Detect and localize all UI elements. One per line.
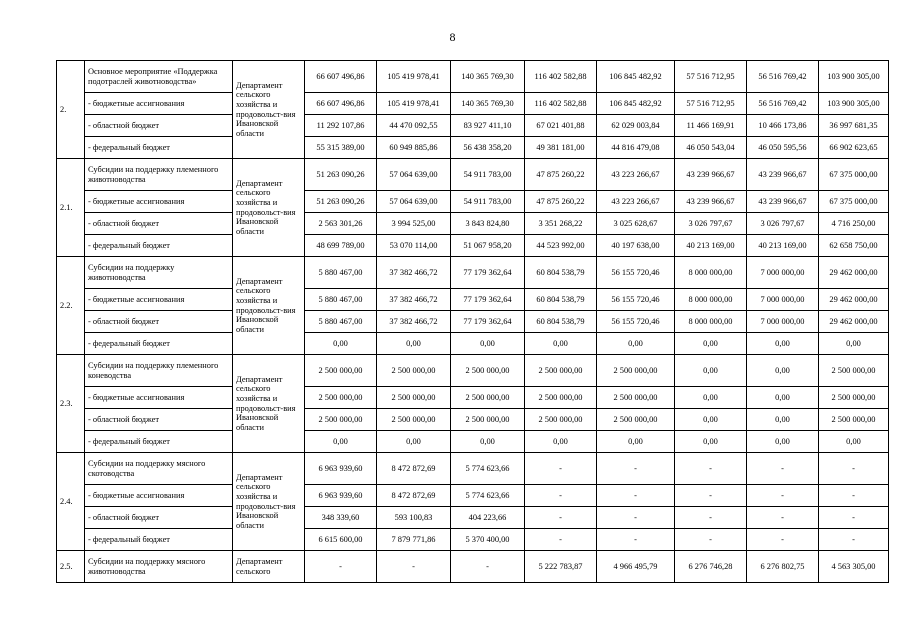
amount-cell: 8 000 000,00 (675, 311, 747, 333)
table-row-group-header (57, 257, 889, 289)
table-row (57, 191, 889, 213)
funding-source-label: - федеральный бюджет (85, 333, 233, 355)
amount-cell: - (305, 551, 377, 583)
amount-cell: 29 462 000,00 (819, 257, 889, 289)
amount-cell: 10 466 173,86 (747, 115, 819, 137)
amount-cell: 37 382 466,72 (377, 257, 451, 289)
item-title: Субсидии на поддержку мясного животноводства (85, 551, 233, 583)
responsible-department: Департамент сельского хозяйства и продовольст-вия Ивановской области (233, 61, 305, 159)
responsible-department: Департамент сельского хозяйства и продовольст-вия Ивановской области (233, 355, 305, 453)
amount-cell: 0,00 (451, 333, 525, 355)
amount-cell: 5 880 467,00 (305, 311, 377, 333)
item-number: 2.5. (57, 551, 85, 583)
funding-source-label: - бюджетные ассигнования (85, 191, 233, 213)
table-row-group-header (57, 61, 889, 93)
amount-cell: 5 880 467,00 (305, 257, 377, 289)
item-number: 2.2. (57, 257, 85, 355)
item-number: 2. (57, 61, 85, 159)
amount-cell: 44 523 992,00 (525, 235, 597, 257)
amount-cell: 0,00 (377, 431, 451, 453)
amount-cell: 37 382 466,72 (377, 289, 451, 311)
amount-cell: 60 804 538,79 (525, 257, 597, 289)
amount-cell: 103 900 305,00 (819, 61, 889, 93)
responsible-department: Департамент сельского (233, 551, 305, 583)
funding-source-label: - областной бюджет (85, 213, 233, 235)
amount-cell: 56 516 769,42 (747, 61, 819, 93)
table-row (57, 387, 889, 409)
amount-cell: 56 438 358,20 (451, 137, 525, 159)
amount-cell: - (525, 529, 597, 551)
amount-cell: 48 699 789,00 (305, 235, 377, 257)
table-row (57, 235, 889, 257)
funding-source-label: - областной бюджет (85, 311, 233, 333)
amount-cell: 6 276 746,28 (675, 551, 747, 583)
amount-cell: 46 050 543,04 (675, 137, 747, 159)
amount-cell: 2 500 000,00 (819, 355, 889, 387)
amount-cell: - (747, 529, 819, 551)
amount-cell: - (747, 485, 819, 507)
funding-source-label: - бюджетные ассигнования (85, 387, 233, 409)
amount-cell: 60 804 538,79 (525, 289, 597, 311)
amount-cell: 46 050 595,56 (747, 137, 819, 159)
amount-cell: 51 263 090,26 (305, 159, 377, 191)
amount-cell: 47 875 260,22 (525, 159, 597, 191)
amount-cell: 66 607 496,86 (305, 61, 377, 93)
amount-cell: 2 500 000,00 (597, 387, 675, 409)
amount-cell: 11 292 107,86 (305, 115, 377, 137)
amount-cell: 3 026 797,67 (747, 213, 819, 235)
amount-cell: 0,00 (747, 431, 819, 453)
table-row-group-header (57, 551, 889, 583)
responsible-department: Департамент сельского хозяйства и продовольст-вия Ивановской области (233, 453, 305, 551)
amount-cell: 43 239 966,67 (675, 159, 747, 191)
amount-cell: 105 419 978,41 (377, 93, 451, 115)
amount-cell: 2 500 000,00 (525, 355, 597, 387)
amount-cell: 57 516 712,95 (675, 93, 747, 115)
amount-cell: 140 365 769,30 (451, 93, 525, 115)
amount-cell: 54 911 783,00 (451, 159, 525, 191)
amount-cell: 40 213 169,00 (675, 235, 747, 257)
table-row (57, 213, 889, 235)
table-row (57, 311, 889, 333)
item-number: 2.3. (57, 355, 85, 453)
funding-source-label: - федеральный бюджет (85, 431, 233, 453)
amount-cell: 44 470 092,55 (377, 115, 451, 137)
amount-cell: 77 179 362,64 (451, 257, 525, 289)
amount-cell: 67 021 401,88 (525, 115, 597, 137)
amount-cell: 0,00 (525, 431, 597, 453)
amount-cell: 0,00 (525, 333, 597, 355)
amount-cell: - (597, 453, 675, 485)
amount-cell: 51 067 958,20 (451, 235, 525, 257)
amount-cell: 3 025 628,67 (597, 213, 675, 235)
amount-cell: 2 500 000,00 (451, 409, 525, 431)
amount-cell: 4 563 305,00 (819, 551, 889, 583)
amount-cell: 77 179 362,64 (451, 289, 525, 311)
amount-cell: - (747, 507, 819, 529)
funding-source-label: - федеральный бюджет (85, 137, 233, 159)
table-row (57, 529, 889, 551)
amount-cell: 6 276 802,75 (747, 551, 819, 583)
amount-cell: - (675, 507, 747, 529)
amount-cell: 56 155 720,46 (597, 311, 675, 333)
amount-cell: 6 963 939,60 (305, 453, 377, 485)
amount-cell: 0,00 (747, 333, 819, 355)
amount-cell: - (597, 485, 675, 507)
funding-source-label: - областной бюджет (85, 115, 233, 137)
amount-cell: 47 875 260,22 (525, 191, 597, 213)
amount-cell: 5 774 623,66 (451, 485, 525, 507)
amount-cell: 2 500 000,00 (451, 355, 525, 387)
amount-cell: 3 026 797,67 (675, 213, 747, 235)
table-row (57, 137, 889, 159)
amount-cell: 40 213 169,00 (747, 235, 819, 257)
amount-cell: 0,00 (675, 355, 747, 387)
amount-cell: 0,00 (675, 387, 747, 409)
budget-table (56, 60, 889, 583)
item-title: Субсидии на поддержку мясного скотоводства (85, 453, 233, 485)
item-number: 2.4. (57, 453, 85, 551)
table-row-group-header (57, 453, 889, 485)
amount-cell: 593 100,83 (377, 507, 451, 529)
funding-source-label: - областной бюджет (85, 409, 233, 431)
amount-cell: 5 222 783,87 (525, 551, 597, 583)
responsible-department: Департамент сельского хозяйства и продовольст-вия Ивановской области (233, 257, 305, 355)
amount-cell: 2 500 000,00 (525, 387, 597, 409)
amount-cell: 54 911 783,00 (451, 191, 525, 213)
amount-cell: 2 500 000,00 (819, 387, 889, 409)
table-row (57, 409, 889, 431)
amount-cell: 4 716 250,00 (819, 213, 889, 235)
amount-cell: 83 927 411,10 (451, 115, 525, 137)
amount-cell: 56 155 720,46 (597, 289, 675, 311)
funding-source-label: - федеральный бюджет (85, 529, 233, 551)
amount-cell: 7 000 000,00 (747, 311, 819, 333)
amount-cell: 0,00 (675, 333, 747, 355)
funding-source-label: - областной бюджет (85, 507, 233, 529)
amount-cell: 116 402 582,88 (525, 93, 597, 115)
amount-cell: 0,00 (819, 431, 889, 453)
amount-cell: 43 239 966,67 (747, 159, 819, 191)
table-row-group-header (57, 355, 889, 387)
amount-cell: 0,00 (819, 333, 889, 355)
amount-cell: 0,00 (747, 409, 819, 431)
amount-cell: 37 382 466,72 (377, 311, 451, 333)
amount-cell: 2 500 000,00 (597, 355, 675, 387)
amount-cell: 57 516 712,95 (675, 61, 747, 93)
table-row (57, 431, 889, 453)
item-title: Субсидии на поддержку племенного коневодства (85, 355, 233, 387)
amount-cell: 62 029 003,84 (597, 115, 675, 137)
amount-cell: - (819, 507, 889, 529)
amount-cell: 67 375 000,00 (819, 159, 889, 191)
amount-cell: 0,00 (305, 333, 377, 355)
amount-cell: 43 223 266,67 (597, 191, 675, 213)
amount-cell: 2 500 000,00 (377, 409, 451, 431)
amount-cell: 36 997 681,35 (819, 115, 889, 137)
amount-cell: 5 774 623,66 (451, 453, 525, 485)
amount-cell: 6 615 600,00 (305, 529, 377, 551)
amount-cell: 57 064 639,00 (377, 159, 451, 191)
amount-cell: 2 500 000,00 (305, 387, 377, 409)
funding-source-label: - бюджетные ассигнования (85, 485, 233, 507)
amount-cell: 44 816 479,08 (597, 137, 675, 159)
amount-cell: 105 419 978,41 (377, 61, 451, 93)
amount-cell: - (675, 529, 747, 551)
table-row-group-header (57, 159, 889, 191)
item-title: Основное мероприятие «Поддержка подотраслей животноводства» (85, 61, 233, 93)
amount-cell: 77 179 362,64 (451, 311, 525, 333)
table-row (57, 115, 889, 137)
amount-cell: 106 845 482,92 (597, 61, 675, 93)
amount-cell: 2 500 000,00 (305, 355, 377, 387)
page-number: 8 (449, 30, 456, 44)
amount-cell: 51 263 090,26 (305, 191, 377, 213)
amount-cell: 8 472 872,69 (377, 485, 451, 507)
amount-cell: 2 500 000,00 (597, 409, 675, 431)
amount-cell: - (747, 453, 819, 485)
amount-cell: 62 658 750,00 (819, 235, 889, 257)
amount-cell: 7 000 000,00 (747, 257, 819, 289)
item-title: Субсидии на поддержку племенного животноводства (85, 159, 233, 191)
amount-cell: - (819, 485, 889, 507)
amount-cell: 2 500 000,00 (819, 409, 889, 431)
amount-cell: 348 339,60 (305, 507, 377, 529)
amount-cell: - (819, 453, 889, 485)
amount-cell: 2 500 000,00 (305, 409, 377, 431)
amount-cell: 56 155 720,46 (597, 257, 675, 289)
amount-cell: - (525, 485, 597, 507)
amount-cell: 43 239 966,67 (675, 191, 747, 213)
amount-cell: 103 900 305,00 (819, 93, 889, 115)
amount-cell: 7 000 000,00 (747, 289, 819, 311)
amount-cell: 106 845 482,92 (597, 93, 675, 115)
amount-cell: 116 402 582,88 (525, 61, 597, 93)
amount-cell: 8 000 000,00 (675, 257, 747, 289)
amount-cell: 66 902 623,65 (819, 137, 889, 159)
amount-cell: 0,00 (747, 387, 819, 409)
amount-cell: 3 351 268,22 (525, 213, 597, 235)
amount-cell: 7 879 771,86 (377, 529, 451, 551)
amount-cell: 0,00 (747, 355, 819, 387)
amount-cell: 2 500 000,00 (377, 387, 451, 409)
item-title: Субсидии на поддержку животноводства (85, 257, 233, 289)
amount-cell: 11 466 169,91 (675, 115, 747, 137)
amount-cell: 67 375 000,00 (819, 191, 889, 213)
amount-cell: 55 315 389,00 (305, 137, 377, 159)
funding-source-label: - федеральный бюджет (85, 235, 233, 257)
amount-cell: 0,00 (305, 431, 377, 453)
amount-cell: 140 365 769,30 (451, 61, 525, 93)
amount-cell: 0,00 (377, 333, 451, 355)
amount-cell: 60 949 885,86 (377, 137, 451, 159)
amount-cell: - (819, 529, 889, 551)
funding-source-label: - бюджетные ассигнования (85, 93, 233, 115)
amount-cell: 0,00 (675, 431, 747, 453)
amount-cell: 66 607 496,86 (305, 93, 377, 115)
amount-cell: 4 966 495,79 (597, 551, 675, 583)
funding-source-label: - бюджетные ассигнования (85, 289, 233, 311)
amount-cell: 29 462 000,00 (819, 311, 889, 333)
amount-cell: 404 223,66 (451, 507, 525, 529)
amount-cell: 43 239 966,67 (747, 191, 819, 213)
amount-cell: - (377, 551, 451, 583)
amount-cell: 29 462 000,00 (819, 289, 889, 311)
amount-cell: - (675, 485, 747, 507)
amount-cell: 0,00 (597, 333, 675, 355)
amount-cell: 3 994 525,00 (377, 213, 451, 235)
amount-cell: 57 064 639,00 (377, 191, 451, 213)
amount-cell: 2 500 000,00 (451, 387, 525, 409)
amount-cell: 40 197 638,00 (597, 235, 675, 257)
amount-cell: 5 880 467,00 (305, 289, 377, 311)
amount-cell: 0,00 (597, 431, 675, 453)
amount-cell: 0,00 (675, 409, 747, 431)
amount-cell: 6 963 939,60 (305, 485, 377, 507)
amount-cell: 8 472 872,69 (377, 453, 451, 485)
amount-cell: 0,00 (451, 431, 525, 453)
amount-cell: - (525, 453, 597, 485)
amount-cell: - (675, 453, 747, 485)
amount-cell: 2 563 301,26 (305, 213, 377, 235)
amount-cell: 43 223 266,67 (597, 159, 675, 191)
amount-cell: 56 516 769,42 (747, 93, 819, 115)
amount-cell: 8 000 000,00 (675, 289, 747, 311)
amount-cell: 3 843 824,80 (451, 213, 525, 235)
amount-cell: - (597, 507, 675, 529)
amount-cell: 5 370 400,00 (451, 529, 525, 551)
amount-cell: - (597, 529, 675, 551)
amount-cell: 53 070 114,00 (377, 235, 451, 257)
amount-cell: - (451, 551, 525, 583)
table-row (57, 507, 889, 529)
amount-cell: 60 804 538,79 (525, 311, 597, 333)
amount-cell: 49 381 181,00 (525, 137, 597, 159)
table-row (57, 485, 889, 507)
table-row (57, 289, 889, 311)
amount-cell: 2 500 000,00 (377, 355, 451, 387)
amount-cell: - (525, 507, 597, 529)
table-row (57, 93, 889, 115)
item-number: 2.1. (57, 159, 85, 257)
responsible-department: Департамент сельского хозяйства и продовольст-вия Ивановской области (233, 159, 305, 257)
amount-cell: 2 500 000,00 (525, 409, 597, 431)
table-row (57, 333, 889, 355)
